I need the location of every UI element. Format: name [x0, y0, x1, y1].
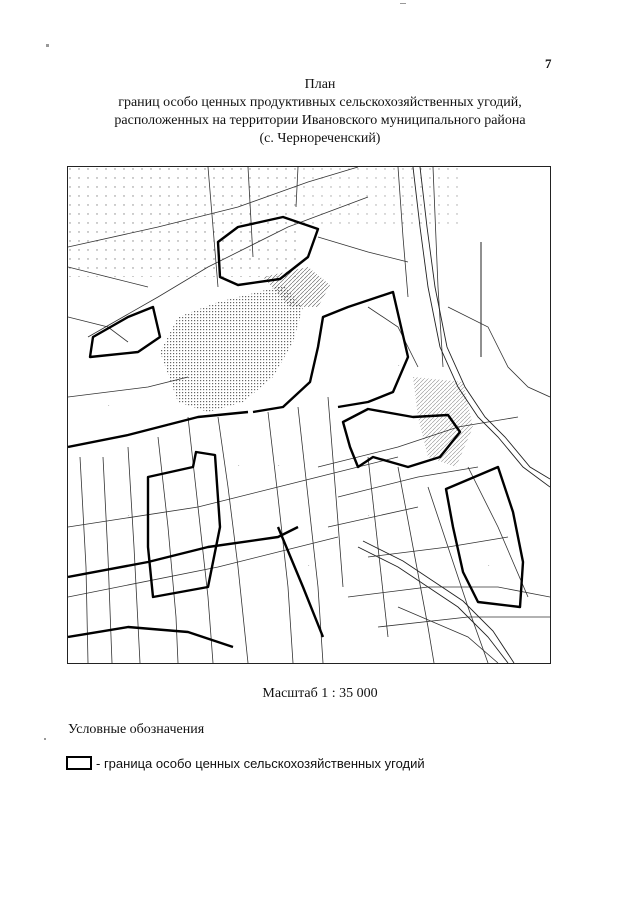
boundary-legend-swatch [66, 756, 92, 770]
map-scale: Масштаб 1 : 35 000 [262, 686, 378, 701]
title-line-1: План [304, 77, 336, 92]
title-line-3: расположенных на территории Ивановского муниципального района [114, 113, 526, 128]
page-title [0, 76, 640, 148]
cadastral-map [67, 166, 551, 664]
page-number: 7 [545, 56, 552, 71]
svg-text:·: · [238, 463, 240, 469]
scan-speck [44, 738, 46, 740]
svg-text:·: · [398, 363, 400, 369]
legend-item [66, 753, 425, 773]
svg-text:·: · [308, 563, 310, 569]
legend-item-label: - граница особо ценных сельскохозяйственных угодий [96, 755, 425, 771]
legend-title: Условные обозначения [68, 722, 205, 737]
map-drawing [68, 167, 550, 663]
svg-text:·: · [108, 403, 110, 409]
settlement-area [160, 285, 303, 412]
scan-speck [46, 44, 49, 47]
scan-speck [400, 3, 406, 4]
svg-text:·: · [278, 463, 280, 469]
title-line-4: (с. Чернореченский) [259, 131, 381, 146]
svg-text:·: · [368, 513, 370, 519]
title-line-2: границ особо ценных продуктивных сельскохозяйственных угодий, [118, 95, 522, 110]
svg-text:·: · [128, 513, 130, 519]
svg-text:·: · [488, 563, 490, 569]
svg-text:·: · [168, 423, 170, 429]
